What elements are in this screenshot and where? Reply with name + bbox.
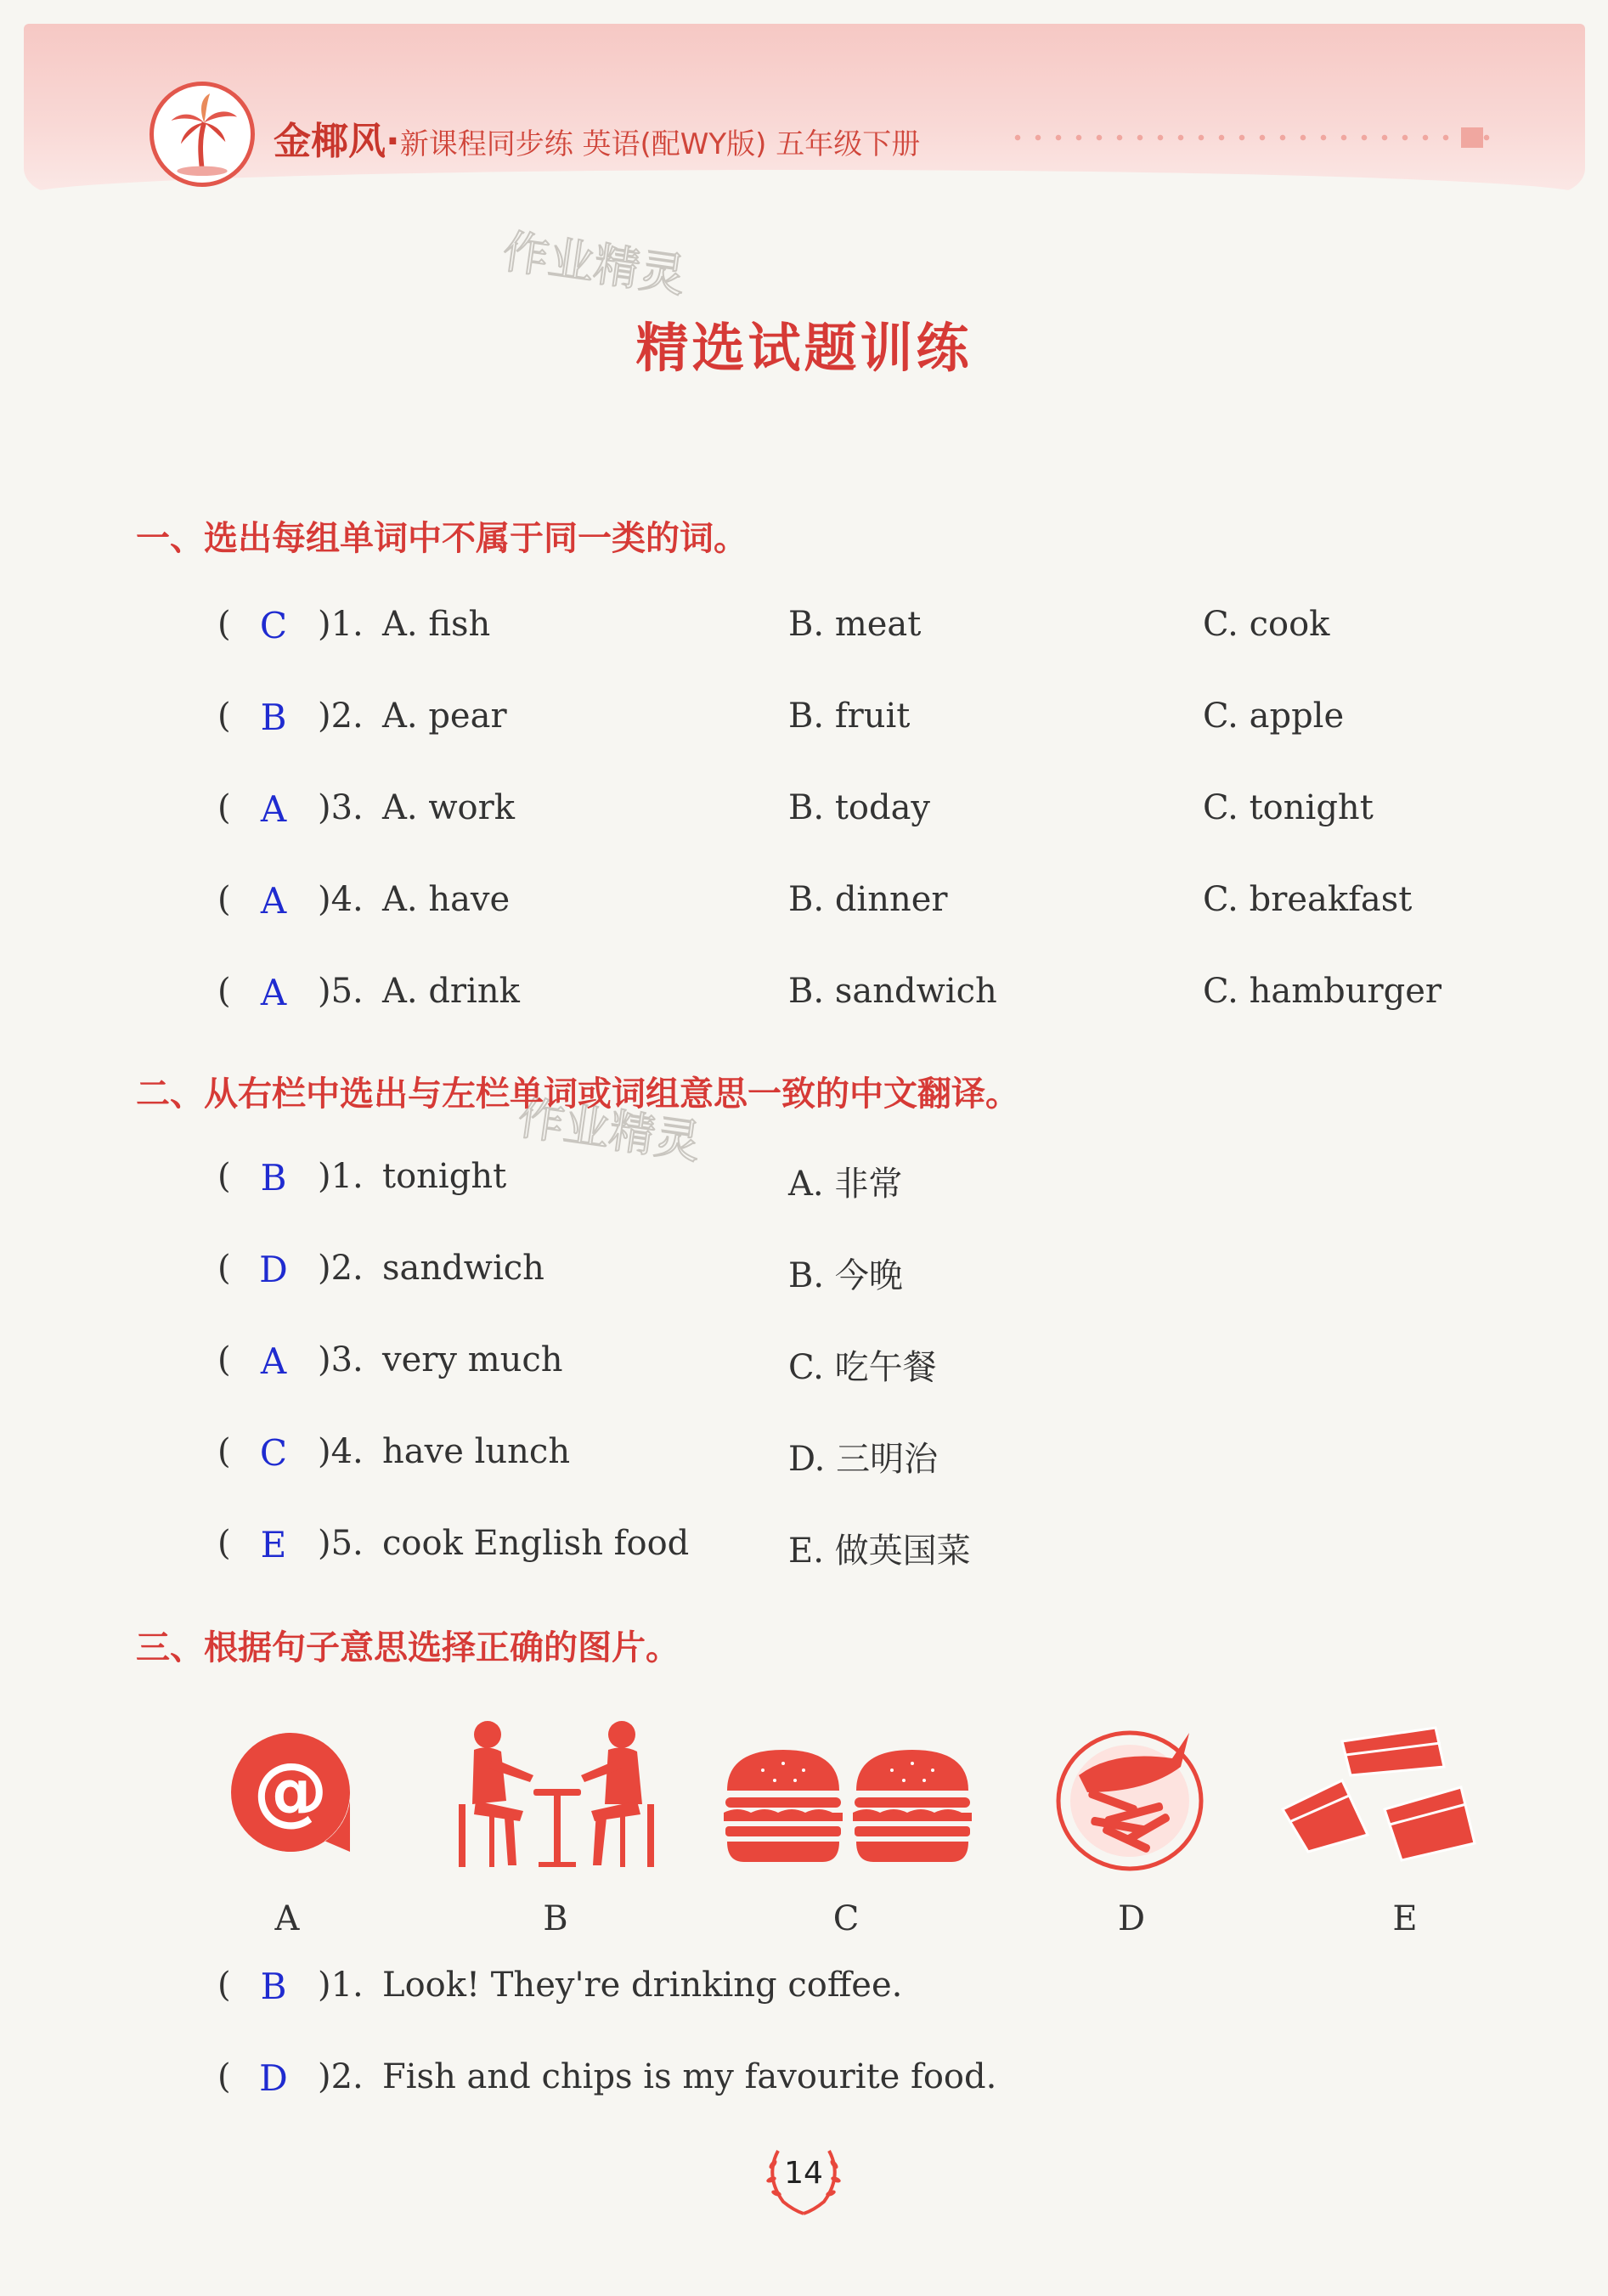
section-2-heading: 二、从右栏中选出与左栏单词或词组意思一致的中文翻译。 (136, 1075, 1019, 1114)
answer: A (260, 880, 287, 922)
question-number: )1. (318, 605, 364, 644)
option-b: B. sandwich (788, 972, 997, 1011)
option-c: C. tonight (1203, 788, 1374, 827)
svg-text:@: @ (253, 1746, 328, 1834)
sentence: Fish and chips is my favourite food. (382, 2057, 997, 2096)
option-c: C. breakfast (1203, 880, 1413, 919)
option-c: C. cook (1203, 605, 1330, 644)
english-word: very much (382, 1340, 563, 1379)
picture-label: E (1392, 1899, 1418, 1938)
option-c: C. apple (1203, 697, 1345, 736)
answer: E (260, 1524, 287, 1565)
open-paren: ( (217, 1340, 231, 1379)
english-word: tonight (382, 1157, 507, 1196)
header-dots-end (1461, 127, 1483, 148)
option-b: B. today (788, 788, 931, 827)
open-paren: ( (217, 697, 231, 736)
watermark: 作业精灵 (515, 1091, 704, 1170)
header-subtitle: 新课程同步练 英语(配WY版) 五年级下册 (399, 127, 921, 161)
question-number: )1. (318, 1157, 364, 1196)
section-3-heading: 三、根据句子意思选择正确的图片。 (136, 1628, 680, 1667)
section-1-heading: 一、选出每组单词中不属于同一类的词。 (136, 519, 748, 558)
answer: C (259, 605, 288, 646)
picture-label: A (274, 1899, 300, 1938)
open-paren: ( (217, 1157, 231, 1196)
answer: D (259, 2057, 288, 2099)
answer: B (260, 1157, 287, 1199)
english-word: sandwich (382, 1249, 544, 1288)
question-number: )1. (318, 1966, 364, 2005)
open-paren: ( (217, 1966, 231, 2005)
answer: A (260, 788, 287, 830)
header-brand: 金椰风· (274, 120, 400, 163)
picture-label: D (1117, 1899, 1146, 1938)
answer: B (260, 697, 287, 738)
picture-label: B (543, 1899, 568, 1938)
page-title: 精选试题训练 (635, 317, 973, 379)
english-word: cook English food (382, 1524, 690, 1563)
chinese-option: E. 做英国菜 (788, 1532, 971, 1571)
option-a: A. fish (382, 605, 491, 644)
palm-tree-logo-icon (150, 82, 255, 187)
option-b: B. fruit (788, 697, 911, 736)
answer: A (260, 972, 287, 1013)
question-number: )2. (318, 1249, 364, 1288)
answer: A (260, 1340, 287, 1382)
option-a: A. work (382, 788, 515, 827)
open-paren: ( (217, 2057, 231, 2096)
chinese-option: C. 吃午餐 (788, 1348, 937, 1387)
chinese-option: D. 三明治 (788, 1440, 939, 1479)
watermark: 作业精灵 (499, 224, 689, 303)
header-dots (1007, 134, 1500, 141)
question-number: )5. (318, 972, 364, 1011)
open-paren: ( (217, 1524, 231, 1563)
hamburgers-icon (720, 1716, 975, 1877)
open-paren: ( (217, 1432, 231, 1471)
at-sign-icon (223, 1716, 358, 1877)
page-number (753, 2142, 855, 2219)
question-number: )2. (318, 2057, 364, 2096)
open-paren: ( (217, 788, 231, 827)
fish-and-chips-icon (1053, 1716, 1206, 1877)
question-number: )3. (318, 788, 364, 827)
question-number: )5. (318, 1524, 364, 1563)
english-word: have lunch (382, 1432, 571, 1471)
chinese-option: A. 非常 (788, 1165, 903, 1204)
question-number: )2. (318, 697, 364, 736)
header-band (24, 24, 1585, 194)
open-paren: ( (217, 605, 231, 644)
page-number-text: 14 (784, 2156, 823, 2191)
open-paren: ( (217, 880, 231, 919)
option-c: C. hamburger (1203, 972, 1442, 1011)
option-b: B. meat (788, 605, 922, 644)
sandwiches-icon (1274, 1716, 1478, 1877)
option-a: A. pear (382, 697, 507, 736)
question-number: )4. (318, 1432, 364, 1471)
question-number: )3. (318, 1340, 364, 1379)
picture-label: C (832, 1899, 860, 1938)
option-a: A. drink (382, 972, 520, 1011)
open-paren: ( (217, 972, 231, 1011)
sentence: Look! They're drinking coffee. (382, 1966, 903, 2005)
option-b: B. dinner (788, 880, 948, 919)
chinese-option: B. 今晚 (788, 1256, 903, 1295)
open-paren: ( (217, 1249, 231, 1288)
answer: B (260, 1966, 287, 2007)
answer: C (259, 1432, 288, 1474)
header-title (274, 110, 920, 165)
question-number: )4. (318, 880, 364, 919)
option-a: A. have (382, 880, 511, 919)
answer: D (259, 1249, 288, 1290)
couple-drinking-coffee-icon (455, 1716, 659, 1877)
